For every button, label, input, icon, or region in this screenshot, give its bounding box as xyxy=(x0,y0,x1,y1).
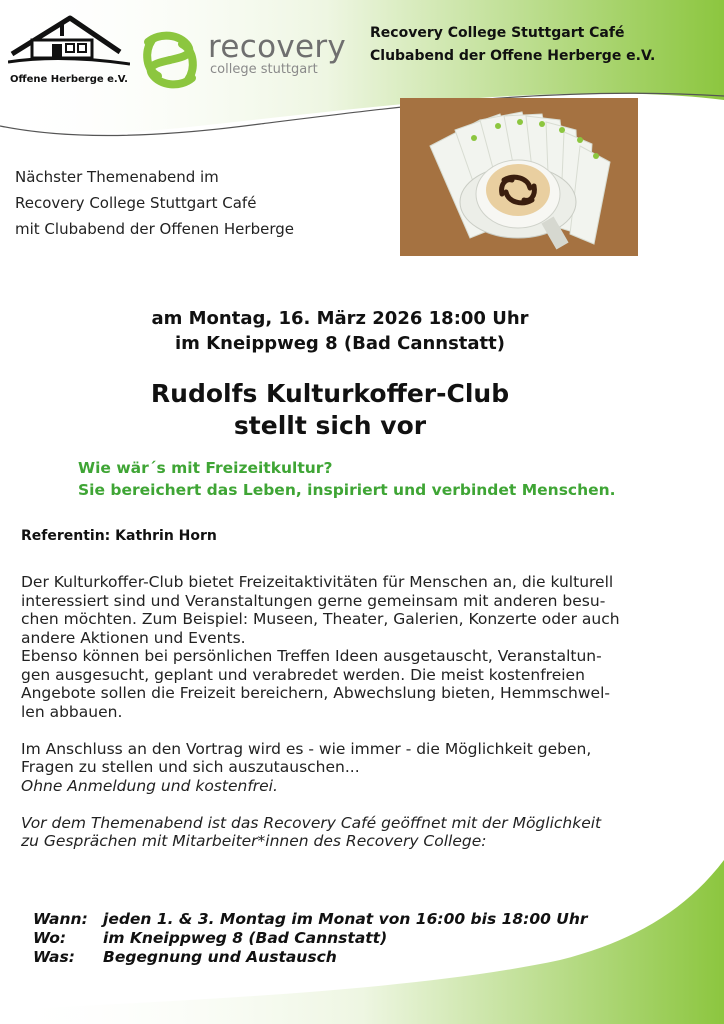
event-title-line2: stellt sich vor xyxy=(233,411,427,440)
tagline-line2: Sie bereichert das Leben, inspiriert und verbindet Menschen. xyxy=(78,481,616,499)
header-title xyxy=(370,22,655,68)
recovery-word: recovery xyxy=(208,29,347,65)
event-date-block xyxy=(0,306,680,356)
event-tagline xyxy=(78,457,616,501)
house-icon xyxy=(8,14,130,74)
info-row-when: Wann: jeden 1. & 3. Montag im Monat von 16:00 bis 18:00 Uhr xyxy=(33,910,588,928)
paragraph-2: Ebenso können bei persönlichen Treffen Ideen ausgetauscht, Veranstaltun- gen ausgesucht, geplant und verabredet werden. Die meist kostenfreien Angebote sollen die Freizeit bereichern, Abwechslung bieten, Hemmschwel- len abbauen. xyxy=(21,647,610,721)
speaker: Referentin: Kathrin Horn xyxy=(21,528,217,544)
no-registration-note: Ohne Anmeldung und kostenfrei. xyxy=(21,776,278,795)
recovery-college-logo xyxy=(138,28,348,92)
event-title-line1: Rudolfs Kulturkoffer-Club xyxy=(150,379,510,408)
tagline-line1: Wie wär´s mit Freizeitkultur? xyxy=(78,459,333,477)
offene-herberge-logo xyxy=(8,14,130,92)
event-place: im Kneippweg 8 (Bad Cannstatt) xyxy=(174,333,505,354)
info-row-where: Wo: im Kneippweg 8 (Bad Cannstatt) xyxy=(33,929,388,947)
herberge-name: Offene Herberge e.V. xyxy=(10,74,128,85)
paragraph-1: Der Kulturkoffer-Club bietet Freizeitaktivitäten für Menschen an, die kulturell interessiert sind und Veranstaltungen gerne gemeinsam mit anderen besu- chen möchten. Zum Beispiel: Museen, Theater, Galerien, Konzerte oder auch andere Aktionen und Events. xyxy=(21,573,620,647)
paragraph-3: Im Anschluss an den Vortrag wird es - wie immer - die Möglichkeit geben, Fragen zu stellen und sich auszutauschen... Ohne Anmeldung und kostenfrei. xyxy=(21,740,711,796)
body-text xyxy=(21,573,711,851)
recovery-subtitle: college stuttgart xyxy=(210,62,318,77)
intro-line3: mit Clubabend der Offenen Herberge xyxy=(15,220,294,238)
header-title-line2: Clubabend der Offene Herberge e.V. xyxy=(370,48,656,64)
event-title xyxy=(0,378,660,442)
cafe-info xyxy=(33,910,588,967)
intro-line2: Recovery College Stuttgart Café xyxy=(15,194,257,212)
paragraph-4: Vor dem Themenabend ist das Recovery Café geöffnet mit der Möglichkeit zu Gesprächen mit Mitarbeiter*innen des Recovery College: xyxy=(21,813,602,850)
intro-line1: Nächster Themenabend im xyxy=(15,168,219,186)
header-title-line1: Recovery College Stuttgart Café xyxy=(370,25,625,41)
event-date: am Montag, 16. März 2026 18:00 Uhr xyxy=(151,308,529,329)
info-row-what: Was: Begegnung und Austausch xyxy=(33,948,337,966)
intro-text xyxy=(15,164,294,242)
cafe-photo xyxy=(400,98,638,256)
recovery-knot-icon xyxy=(138,28,202,92)
